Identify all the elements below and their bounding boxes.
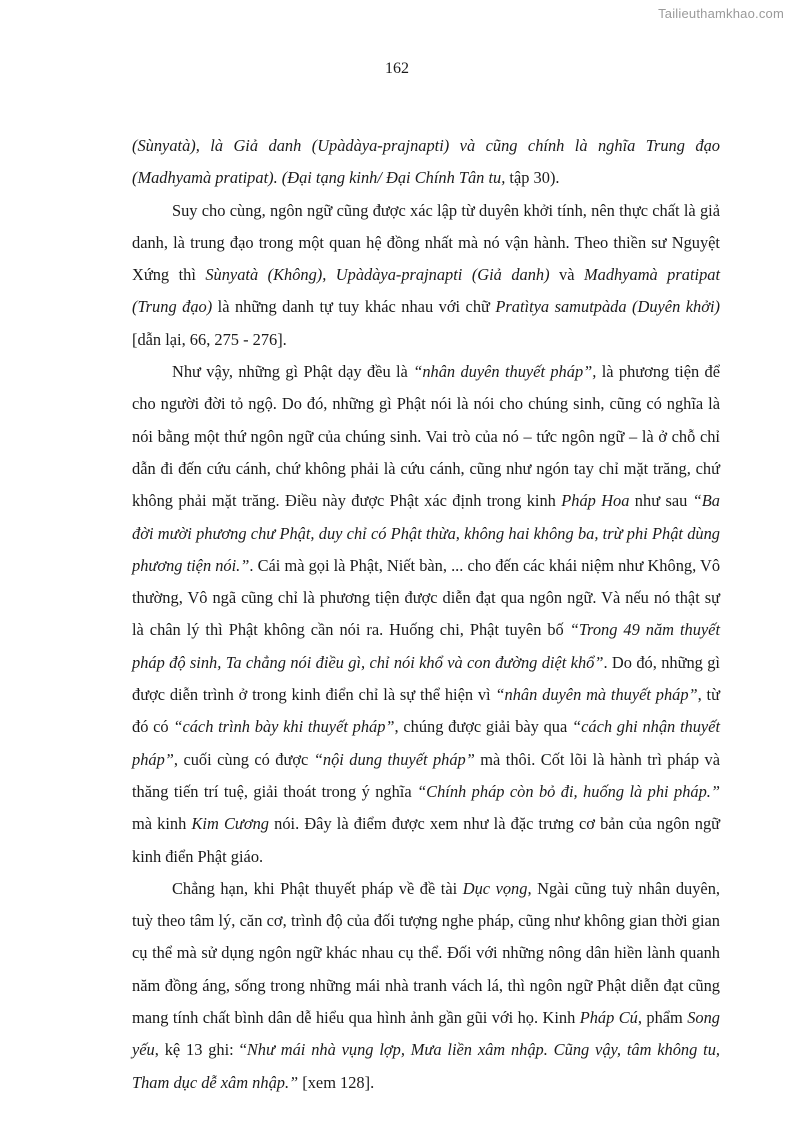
italic-text: “Trong 49 năm thuyết pháp độ sinh, Ta chẳng nói điều gì, chỉ nói khổ và con đường diệt khổ” <box>132 620 720 672</box>
text-run: . Do đó, những gì được diễn trình ở trong kinh điển chỉ là sự thể hiện vì <box>132 652 720 705</box>
text-run: , chúng được giải bày qua <box>394 717 572 737</box>
italic-text: Pratìtya samutpàda (Duyên khởi) <box>495 297 720 317</box>
text-run: tập 30). <box>505 168 560 188</box>
paragraph <box>132 873 720 1099</box>
italic-text: (Sùnyatà), là Giả danh (Upàdàya-prajnapti) và cũng chính là nghĩa Trung đạo (Madhyamà pratipat). (Đại tạng kinh/ Đại Chính Tân tu, <box>132 136 720 188</box>
italic-text: Như mái nhà vụng lợp, Mưa liền xâm nhập. Cũng vậy, tâm không tu, Tham dục dễ xâm nhập.” <box>132 1040 720 1092</box>
italic-text: “Ba đời mười phương chư Phật, duy chỉ có Phật thừa, không hai không ba, trừ phi Phật dùng phương tiện nói.” <box>132 491 720 575</box>
paragraph <box>132 130 720 195</box>
italic-text: “cách ghi nhận thuyết pháp” <box>132 717 721 769</box>
text-run: , cuối cùng có được <box>173 749 314 769</box>
text-run: Suy cho cùng, ngôn ngữ cũng được xác lập từ duyên khởi tính, nên thực chất là giả danh, là trung đạo trong một quan hệ đồng nhất mà nó vận hành. Theo thiền sư Nguyệt Xứng thì <box>132 200 720 285</box>
italic-text: Madhyamà pratipat (Trung đạo) <box>132 265 721 317</box>
text-run: mà kinh <box>132 814 192 834</box>
italic-text: Kim Cương <box>191 814 269 834</box>
text-run: [xem 128]. <box>298 1072 375 1092</box>
text-run: Như vậy, những gì Phật dạy đều là <box>172 362 414 382</box>
italic-text: “nhân duyên mà thuyết pháp” <box>495 685 698 705</box>
text-run: . Cái mà gọi là Phật, Niết bàn, ... cho đến các khái niệm như Không, Vô thường, Vô ngã cũng chỉ là phương tiện được diễn đạt qua ngôn ngữ. Và nếu nó thật sự là chân lý thì Phật không cần nói ra. Huống chi, Phật tuyên bố <box>132 555 721 640</box>
italic-text: “Chính pháp còn bỏ đi, huống là phi pháp.” <box>417 781 720 801</box>
text-run: [dẫn lại, 66, 275 - 276]. <box>132 329 287 349</box>
document-body <box>132 130 720 1099</box>
text-run: Ngài cũng tuỳ nhân duyên, tuỳ theo tâm lý, căn cơ, trình độ của đối tượng nghe pháp, cũng như không gian thời gian cụ thể mà sử dụng ngôn ngữ khác nhau cụ thể. Đối với những nông dân hiền lành quanh năm đồng áng, sống trong những mái nhà tranh vách lá, thì ngôn ngữ Phật diễn đạt cũng mang tính chất bình dân dễ hiểu qua hình ảnh gần gũi với họ. Kinh <box>132 878 720 1028</box>
text-run: , từ đó có <box>132 685 720 737</box>
text-run: Chẳng hạn, khi Phật thuyết pháp về đề tài <box>172 878 463 898</box>
italic-text: Song yếu <box>132 1008 720 1060</box>
text-run: và <box>549 265 584 285</box>
italic-text: “nội dung thuyết pháp” <box>313 749 475 769</box>
watermark: Tailieuthamkhao.com <box>658 6 784 21</box>
paragraph <box>132 356 720 873</box>
text-run: mà thôi. Cốt lõi là hành trì pháp và thăng tiến trí tuệ, giải thoát trong ý nghĩa <box>132 749 720 801</box>
italic-text: Sùnyatà (Không), Upàdàya-prajnapti (Giả danh) <box>205 265 550 285</box>
text-run: là phương tiện để cho người đời tỏ ngộ. Do đó, những gì Phật nói là nói cho chúng sinh, cũng có nghĩa là nói bằng một thứ ngôn ngữ của chúng sinh. Vai trò của nó – tức ngôn ngữ – là ở chỗ chỉ dẫn đi đến cứu cánh, chứ không phải là cứu cánh, cũng như ngón tay chỉ mặt trăng, chứ không phải mặt trăng. Điều này được Phật xác định trong kinh <box>132 362 721 511</box>
italic-text: Pháp Hoa <box>561 491 630 511</box>
italic-text: Dục vọng, <box>462 878 532 898</box>
italic-text: “cách trình bày khi thuyết pháp” <box>173 717 395 737</box>
paragraph <box>132 195 720 356</box>
italic-text: Pháp Cú <box>579 1008 638 1028</box>
text-run: là những danh tự tuy khác nhau với chữ <box>212 297 496 317</box>
page-number: 162 <box>385 60 409 77</box>
text-run: , kệ 13 ghi: “ <box>154 1040 247 1060</box>
text-run: nói. Đây là điểm được xem như là đặc trưng cơ bản của ngôn ngữ kinh điển Phật giáo. <box>132 814 721 866</box>
text-run: như sau <box>629 491 693 511</box>
text-run: , phẩm <box>637 1008 688 1028</box>
italic-text: “nhân duyên thuyết pháp”, <box>413 362 597 382</box>
